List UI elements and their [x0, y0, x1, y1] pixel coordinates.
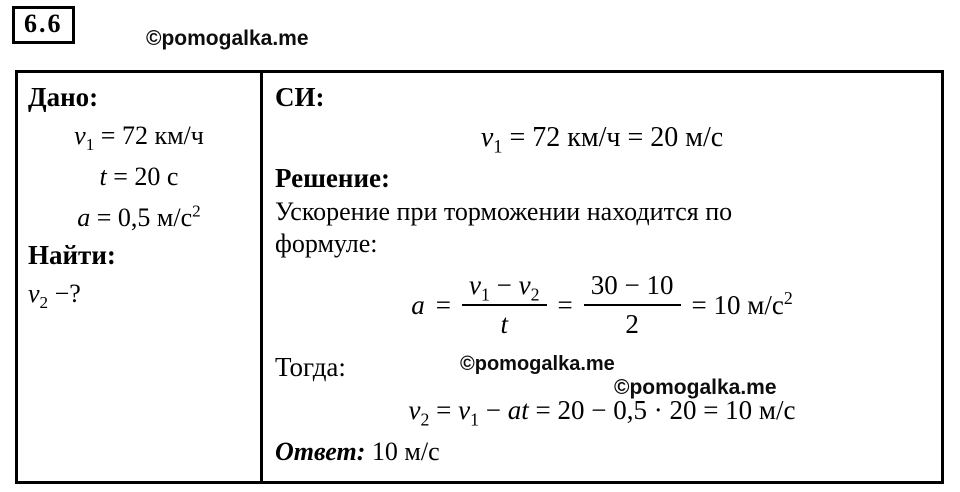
fraction-numerator: 30 − 10 [584, 269, 681, 306]
watermark-middle-1: ©pomogalka.me [460, 353, 615, 375]
equals-sign: = [557, 289, 573, 320]
watermark-top: ©pomogalka.me [146, 27, 309, 50]
var-v2: v [28, 279, 40, 308]
problem-number: 6.6 [12, 6, 75, 44]
solution-header: Решение: [275, 163, 390, 193]
final-velocity-formula [275, 389, 929, 432]
then-label: Тогда: [275, 352, 346, 382]
var-a: a [77, 203, 91, 232]
acceleration-formula [275, 269, 929, 341]
given-v1-line [28, 115, 250, 156]
fraction-numeric [584, 269, 681, 341]
solution-column [263, 73, 941, 481]
equals-sign: = [429, 395, 459, 425]
watermark-middle-2: ©pomogalka.me [614, 376, 777, 399]
given-t-value: = 20 с [106, 162, 179, 191]
var-v1: v [74, 121, 86, 150]
final-formula-values: = 20 − 0,5 · 20 = 10 м/с [528, 395, 796, 425]
formula-lhs-a: a [411, 289, 425, 320]
minus-sign: − [479, 395, 508, 425]
formula-result [691, 287, 793, 321]
given-a-sup: 2 [192, 201, 201, 221]
fraction-denominator-t: t [500, 309, 509, 339]
find-line [28, 273, 250, 314]
find-header: Найти: [28, 240, 116, 270]
var-at: at [507, 395, 529, 425]
var-v1-sub: 1 [85, 135, 95, 155]
var-v1-sub: 1 [493, 136, 503, 157]
var-v1: v [458, 395, 471, 425]
equals-sign: = [435, 289, 452, 320]
var-v1-sub: 1 [481, 284, 490, 305]
given-v1-value: = 72 км/ч [94, 121, 204, 150]
si-header: СИ: [275, 82, 325, 112]
answer-line [275, 432, 929, 472]
var-v2: v [408, 395, 421, 425]
var-v2-sub: 2 [420, 409, 430, 430]
var-v2: v [518, 270, 531, 300]
find-question: −? [48, 279, 81, 308]
given-t-line [28, 156, 250, 197]
minus-sign: − [489, 270, 519, 300]
var-v1: v [480, 122, 494, 153]
result-value: = 10 м/с [691, 289, 784, 320]
var-v2-sub: 2 [530, 284, 540, 305]
solution-intro-line2: формуле: [275, 229, 378, 258]
result-sup: 2 [783, 287, 793, 308]
given-column [18, 73, 263, 481]
var-v1: v [469, 270, 481, 300]
fraction-velocity-over-time [462, 269, 547, 341]
solution-table [15, 70, 944, 484]
si-conversion-value: = 72 км/ч = 20 м/с [502, 122, 724, 153]
given-a-line [28, 197, 250, 238]
fraction-numerator [462, 269, 547, 306]
var-v2-sub: 2 [39, 293, 49, 313]
given-header: Дано: [28, 82, 99, 112]
var-v1-sub: 1 [470, 409, 479, 430]
answer-label: Ответ: [275, 437, 366, 466]
answer-value: 10 м/с [365, 437, 440, 466]
si-conversion-line [275, 115, 929, 161]
var-t: t [99, 162, 107, 191]
given-a-value: = 0,5 м/с [90, 203, 193, 232]
solution-intro-line1: Ускорение при торможении находится по [275, 197, 733, 226]
fraction-denominator: 2 [625, 309, 639, 339]
